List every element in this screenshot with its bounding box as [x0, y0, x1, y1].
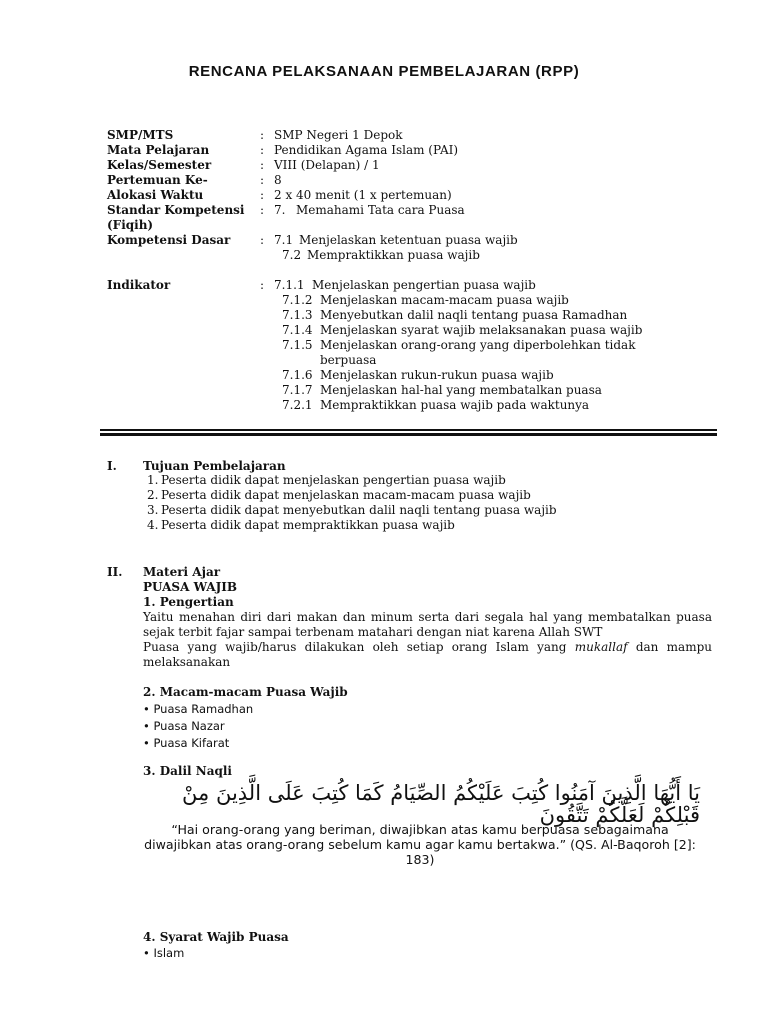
sk-text: Memahami Tata cara Puasa	[296, 203, 465, 217]
row-time	[107, 188, 747, 203]
section-heading: Materi Ajar	[143, 565, 221, 579]
colon: :	[260, 173, 265, 187]
list-item: • Islam	[143, 946, 185, 960]
label-sk-line2: (Fiqih)	[107, 218, 154, 232]
row-kd	[107, 233, 747, 263]
label-sk	[107, 203, 260, 233]
topic-heading: PUASA WAJIB	[143, 580, 238, 594]
colon: :	[260, 188, 265, 202]
list-item: 4. Peserta didik dapat mempraktikkan puasa wajib	[147, 518, 455, 532]
label-indikator: Indikator	[107, 278, 171, 292]
list-item: 3. Peserta didik dapat menyebutkan dalil naqli tentang puasa wajib	[147, 503, 557, 517]
section-heading: Tujuan Pembelajaran	[143, 459, 286, 473]
label-school: SMP/MTS	[107, 128, 174, 142]
value-sk	[274, 203, 747, 233]
fasting-types-list	[143, 701, 712, 752]
indikator-item: 7.2.1 Mempraktikkan puasa wajib pada waktunya	[282, 398, 590, 412]
identity-table	[107, 128, 747, 413]
indikator-item: 7.1.3 Menyebutkan dalil naqli tentang puasa Ramadhan	[282, 308, 628, 322]
row-meeting	[107, 173, 747, 188]
row-school	[107, 128, 747, 143]
requirements-list	[143, 945, 712, 962]
indikator-item: 7.1.7 Menjelaskan hal-hal yang membatalkan puasa	[282, 383, 602, 397]
value-meeting: 8	[274, 173, 282, 187]
colon: :	[260, 128, 265, 142]
indikator-item: 7.1.1 Menjelaskan pengertian puasa wajib	[274, 278, 536, 292]
row-class	[107, 158, 747, 173]
verse-translation: “Hai orang-orang yang beriman, diwajibkan atas kamu berpuasa sebagaimana diwajibkan atas orang-orang sebelum kamu agar kamu bertakwa.” (QS. Al-Baqoroh [2]: 183)	[144, 822, 696, 867]
subsection-pengertian: 1. Pengertian	[143, 595, 234, 609]
subsection-dalil: 3. Dalil Naqli	[143, 764, 232, 778]
row-sk	[107, 203, 747, 233]
label-sk-line1: Standar Kompetensi	[107, 203, 245, 217]
value-class: VIII (Delapan) / 1	[274, 158, 380, 172]
paragraph-definition: Yaitu menahan diri dari makan dan minum serta dari segala hal yang membatalkan puasa sejak terbit fajar sampai terbenam matahari dengan niat karena Allah SWT	[143, 610, 712, 639]
indikator-item: 7.1.5 Menjelaskan orang-orang yang diperbolehkan tidak	[282, 338, 636, 352]
row-subject	[107, 143, 747, 158]
value-time: 2 x 40 menit (1 x pertemuan)	[274, 188, 452, 202]
page-title: RENCANA PELAKSANAAN PEMBELAJARAN (RPP)	[188, 63, 580, 80]
kd-item: 7.1 Menjelaskan ketentuan puasa wajib	[274, 233, 518, 247]
indikator-item: 7.1.4 Menjelaskan syarat wajib melaksanakan puasa wajib	[282, 323, 643, 337]
subsection-syarat: 4. Syarat Wajib Puasa	[143, 930, 289, 944]
subsection-macam: 2. Macam-macam Puasa Wajib	[143, 685, 348, 699]
indikator-item: 7.1.2 Menjelaskan macam-macam puasa wajib	[282, 293, 569, 307]
label-class: Kelas/Semester	[107, 158, 212, 172]
label-subject: Mata Pelajaran	[107, 143, 210, 157]
label-time: Alokasi Waktu	[107, 188, 204, 202]
section-numeral: II.	[107, 565, 123, 579]
divider-thick	[100, 433, 717, 436]
list-item: • Puasa Ramadhan	[143, 702, 254, 716]
row-indikator	[107, 278, 747, 413]
colon: :	[260, 233, 265, 247]
colon: :	[260, 158, 265, 172]
section-syarat	[107, 930, 712, 962]
colon: :	[260, 143, 265, 157]
objectives-list	[143, 473, 712, 533]
list-item: 2. Peserta didik dapat menjelaskan macam-macam puasa wajib	[147, 488, 531, 502]
list-item: • Puasa Kifarat	[143, 736, 230, 750]
label-meeting: Pertemuan Ke-	[107, 173, 208, 187]
section-materi	[107, 565, 712, 779]
value-subject: Pendidikan Agama Islam (PAI)	[274, 143, 459, 157]
divider-thin	[100, 429, 717, 431]
label-kd: Kompetensi Dasar	[107, 233, 231, 247]
indikator-list	[274, 278, 747, 413]
list-item: • Puasa Nazar	[143, 719, 225, 733]
kd-item: 7.2 Mempraktikkan puasa wajib	[282, 248, 480, 262]
sk-number: 7.	[274, 203, 286, 217]
kd-list	[274, 233, 747, 263]
section-numeral: I.	[107, 459, 117, 473]
paragraph-obligation: Puasa yang wajib/harus dilakukan oleh setiap orang Islam yang mukallaf dan mampu melaksanakan	[143, 640, 712, 669]
indikator-item: 7.1.6 Menjelaskan rukun-rukun puasa wajib	[282, 368, 554, 382]
value-school: SMP Negeri 1 Depok	[274, 128, 403, 142]
colon: :	[260, 203, 265, 217]
indikator-item-cont: berpuasa	[320, 353, 377, 367]
quran-verse-arabic: يَا أَيُّهَا الَّذِينَ آمَنُوا كُتِبَ عَلَيْكُمُ الصِّيَامُ كَمَا كُتِبَ عَلَى الَّذِينَ مِنْ قَبْلِكُمْ لَعَلَّكُمْ تَتَّقُونَ	[182, 781, 700, 827]
list-item: 1. Peserta didik dapat menjelaskan pengertian puasa wajib	[147, 473, 506, 487]
colon: :	[260, 278, 265, 292]
section-tujuan	[107, 459, 712, 533]
